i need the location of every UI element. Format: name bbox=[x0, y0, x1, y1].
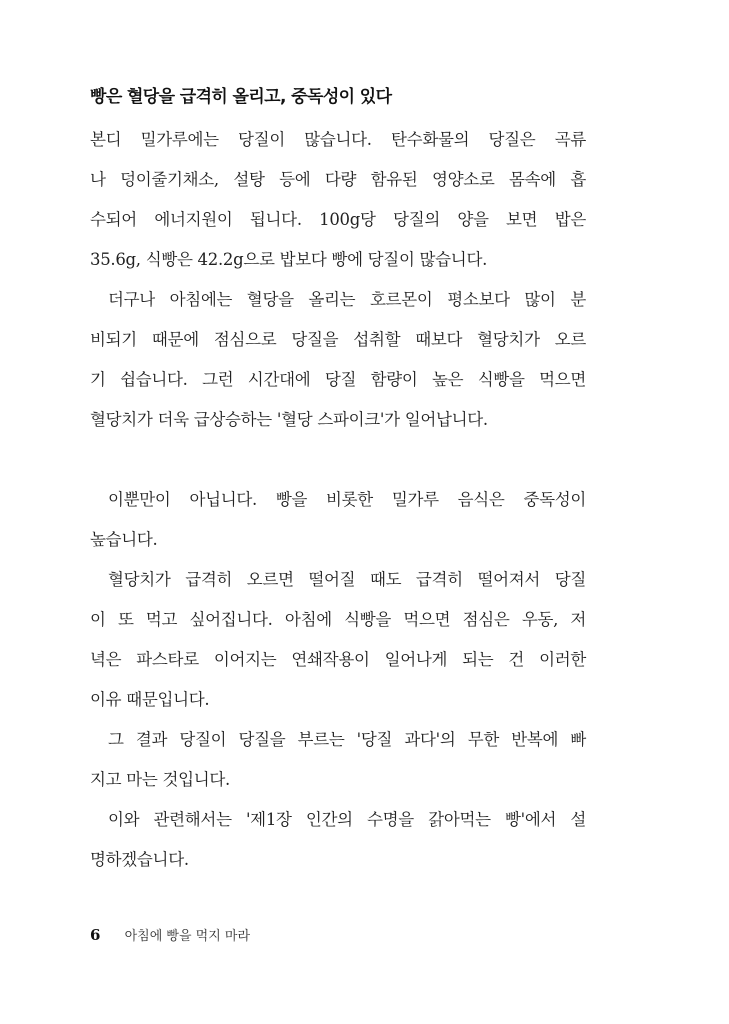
paragraph bbox=[90, 480, 586, 560]
paragraph bbox=[90, 280, 586, 440]
section-heading: 빵은 혈당을 급격히 올리고, 중독성이 있다 bbox=[90, 87, 392, 107]
page-footer bbox=[90, 925, 250, 944]
text-line: 지고 마는 것입니다. bbox=[90, 770, 230, 789]
text-line: 수되어 에너지원이 됩니다. 100g당 당질의 양을 보면 밥은 bbox=[90, 210, 586, 229]
page-number: 6 bbox=[90, 926, 101, 944]
text-line: 기 쉽습니다. 그런 시간대에 당질 함량이 높은 식빵을 먹으면 bbox=[90, 370, 586, 389]
text-line: 명하겠습니다. bbox=[90, 850, 189, 869]
running-title: 아침에 빵을 먹지 마라 bbox=[124, 929, 250, 944]
text-line: 이 또 먹고 싶어집니다. 아침에 식빵을 먹으면 점심은 우동, 저 bbox=[90, 610, 586, 629]
text-line: 본디 밀가루에는 당질이 많습니다. 탄수화물의 당질은 곡류 bbox=[90, 130, 586, 149]
paragraph bbox=[90, 120, 586, 280]
text-line: 나 덩이줄기채소, 설탕 등에 다량 함유된 영양소로 몸속에 흡 bbox=[90, 170, 586, 189]
page-body bbox=[90, 84, 586, 880]
text-line: 혈당치가 더욱 급상승하는 '혈당 스파이크'가 일어납니다. bbox=[90, 410, 488, 429]
text-line: 녁은 파스타로 이어지는 연쇄작용이 일어나게 되는 건 이러한 bbox=[90, 650, 586, 669]
text-line: 높습니다. bbox=[90, 530, 158, 549]
paragraph bbox=[90, 720, 586, 800]
paragraph bbox=[90, 560, 586, 720]
text-line: 이뿐만이 아닙니다. 빵을 비롯한 밀가루 음식은 중독성이 bbox=[108, 490, 586, 509]
text-line: 그 결과 당질이 당질을 부르는 '당질 과다'의 무한 반복에 빠 bbox=[108, 730, 586, 749]
text-line: 35.6g, 식빵은 42.2g으로 밥보다 빵에 당질이 많습니다. bbox=[90, 250, 488, 269]
text-line: 이와 관련해서는 '제1장 인간의 수명을 갉아먹는 빵'에서 설 bbox=[108, 810, 586, 829]
text-line: 혈당치가 급격히 오르면 떨어질 때도 급격히 떨어져서 당질 bbox=[108, 570, 586, 589]
paragraph-gap bbox=[90, 440, 586, 480]
text-line: 더구나 아침에는 혈당을 올리는 호르몬이 평소보다 많이 분 bbox=[108, 290, 586, 309]
text-line: 이유 때문입니다. bbox=[90, 690, 210, 709]
text-line: 비되기 때문에 점심으로 당질을 섭취할 때보다 혈당치가 오르 bbox=[90, 330, 586, 349]
paragraph bbox=[90, 800, 586, 880]
